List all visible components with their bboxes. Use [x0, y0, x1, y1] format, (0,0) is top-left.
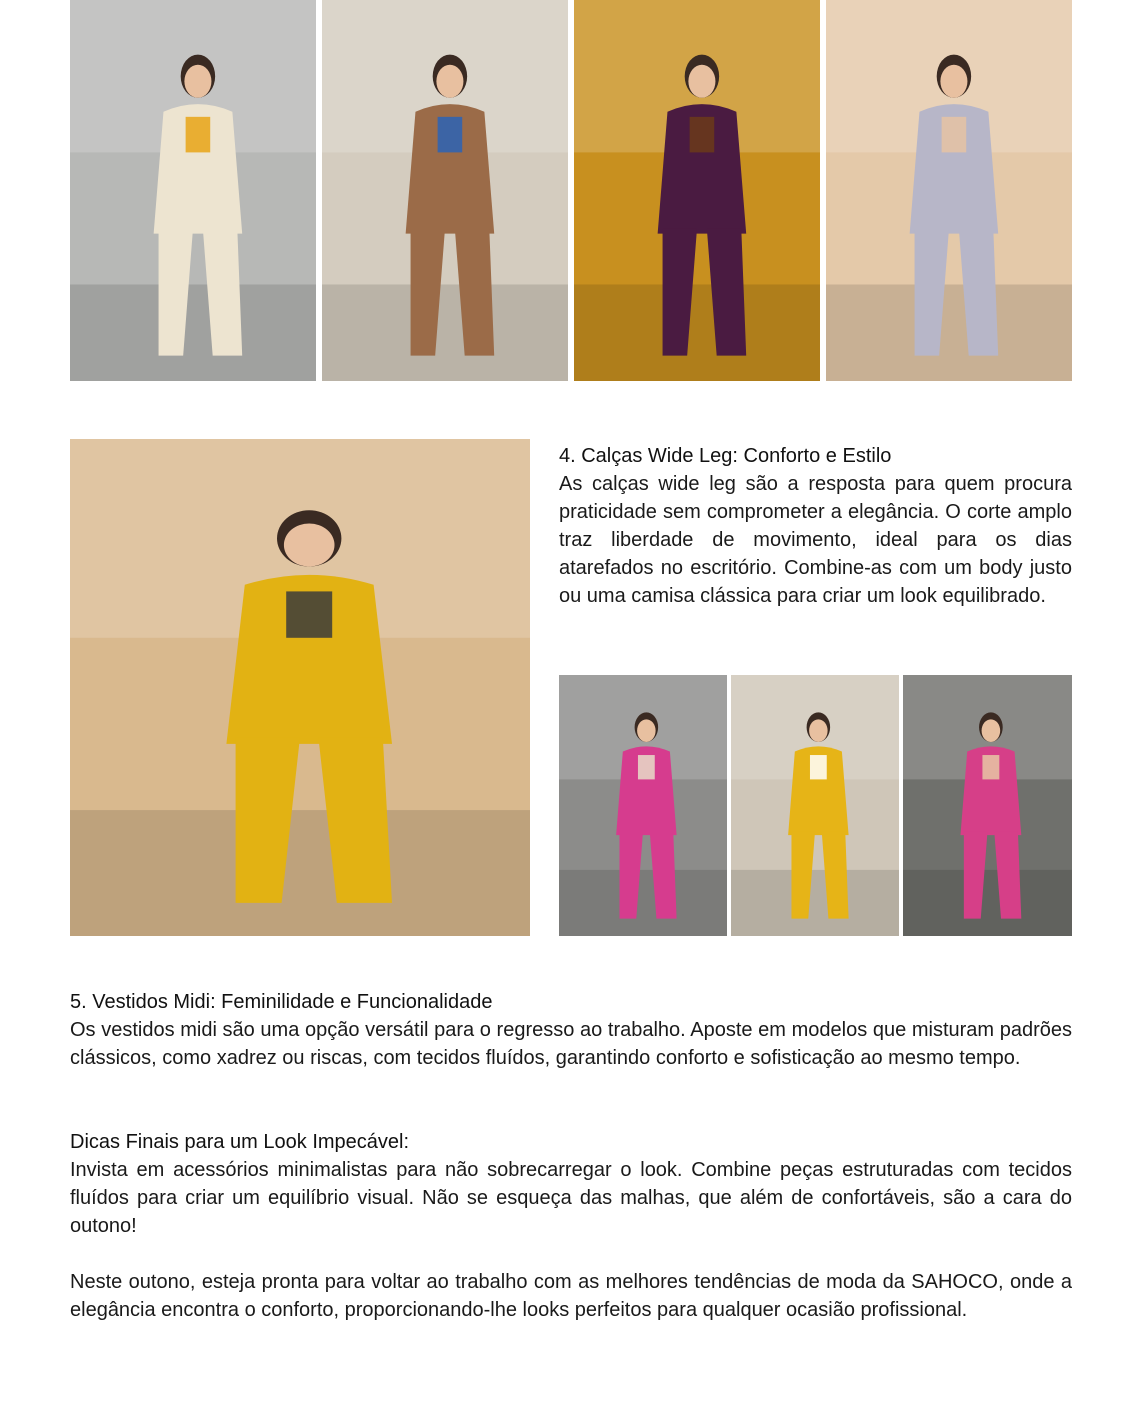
tips-text — [70, 1128, 1072, 1240]
section4-title: 4. Calças Wide Leg: Conforto e Estilo — [559, 445, 892, 467]
tips-title: Dicas Finais para um Look Impecável: — [70, 1131, 410, 1153]
photo-icon — [903, 675, 1072, 936]
gallery-photo-3 — [574, 0, 820, 381]
section4-text — [559, 442, 1072, 610]
wide-leg-main-photo — [70, 439, 530, 936]
tips-body: Invista em acessórios minimalistas para não sobrecarregar o look. Combine peças estruturadas com tecidos fluídos para criar um equilíbrio visual. Não se esqueça das malhas, que além de confortáveis, são a cara do outono! — [70, 1159, 1072, 1237]
section4-body: As calças wide leg são a resposta para quem procura praticidade sem comprometer a elegância. O corte amplo traz liberdade de movimento, ideal para os dias atarefados no escritório. Combine-as com um body justo ou uma camisa clássica para criar um look equilibrado. — [559, 473, 1072, 607]
wide-leg-photo-2 — [731, 675, 899, 936]
gallery-photo-2 — [322, 0, 568, 381]
photo-icon — [574, 0, 820, 381]
section5-text — [70, 988, 1072, 1072]
photo-icon — [322, 0, 568, 381]
gallery-photo-1 — [70, 0, 316, 381]
closing-body: Neste outono, esteja pronta para voltar ao trabalho com as melhores tendências de moda da SAHOCO, onde a elegância encontra o conforto, proporcionando-lhe looks perfeitos para qualquer ocasião profissional. — [70, 1271, 1072, 1321]
wide-leg-photo-1 — [559, 675, 727, 936]
gallery-photo-4 — [826, 0, 1072, 381]
section5-title: 5. Vestidos Midi: Feminilidade e Funcionalidade — [70, 991, 493, 1013]
photo-icon — [70, 0, 316, 381]
wide-leg-photo-3 — [903, 675, 1072, 936]
photo-icon — [70, 439, 530, 936]
closing-text — [70, 1268, 1072, 1324]
photo-icon — [559, 675, 727, 936]
section5-body: Os vestidos midi são uma opção versátil para o regresso ao trabalho. Aposte em modelos que misturam padrões clássicos, como xadrez ou riscas, com tecidos fluídos, garantindo conforto e sofisticação ao mesmo tempo. — [70, 1019, 1072, 1069]
photo-icon — [826, 0, 1072, 381]
photo-icon — [731, 675, 899, 936]
